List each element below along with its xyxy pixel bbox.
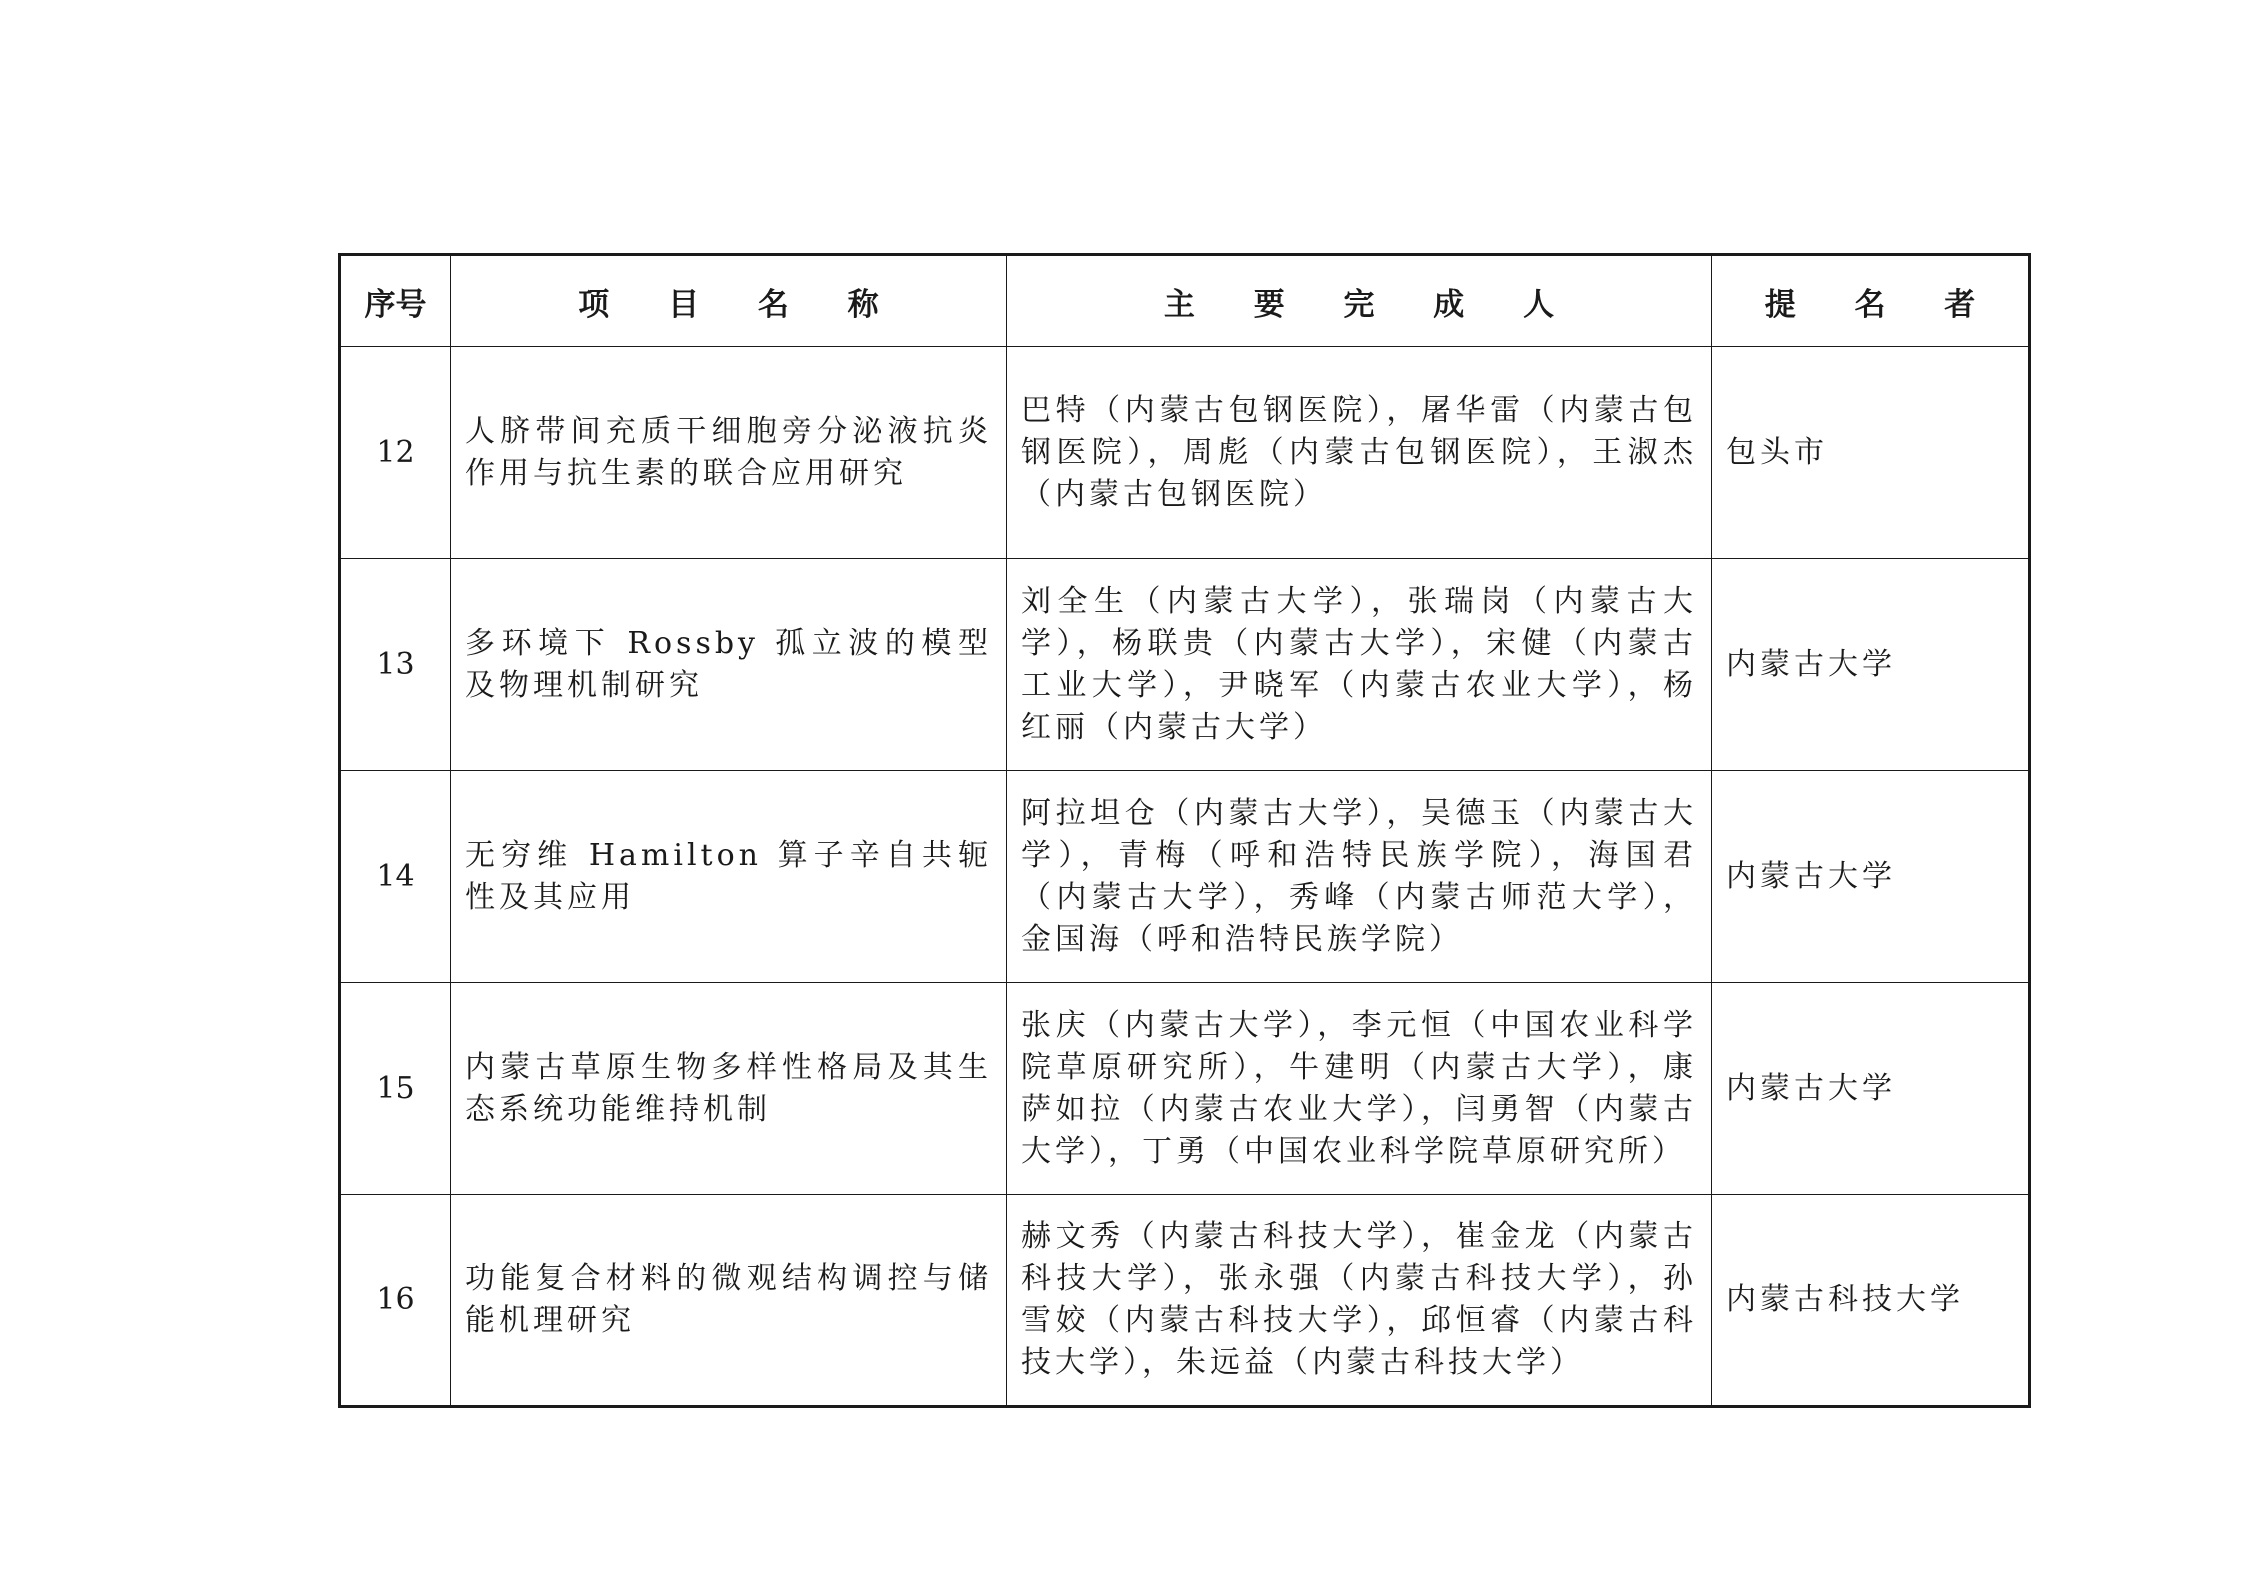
- cell-nominator: 内蒙古大学: [1712, 771, 2030, 983]
- cell-project: 功能复合材料的微观结构调控与储能机理研究: [451, 1195, 1007, 1407]
- header-project: 项 目 名 称: [451, 255, 1007, 347]
- table-row: [340, 1195, 2030, 1407]
- cell-completers: 赫文秀（内蒙古科技大学），崔金龙（内蒙古科技大学），张永强（内蒙古科技大学），孙雪姣（内蒙古科技大学），邱恒睿（内蒙古科技大学），朱远益（内蒙古科技大学）: [1007, 1195, 1712, 1407]
- table-row: [340, 347, 2030, 559]
- cell-project: 内蒙古草原生物多样性格局及其生态系统功能维持机制: [451, 983, 1007, 1195]
- cell-seq: 16: [340, 1195, 451, 1407]
- cell-project: 无穷维 Hamilton 算子辛自共轭性及其应用: [451, 771, 1007, 983]
- cell-nominator: 内蒙古科技大学: [1712, 1195, 2030, 1407]
- cell-completers: 巴特（内蒙古包钢医院），屠华雷（内蒙古包钢医院），周彪（内蒙古包钢医院），王淑杰（内蒙古包钢医院）: [1007, 347, 1712, 559]
- table-row: [340, 559, 2030, 771]
- cell-nominator: 内蒙古大学: [1712, 559, 2030, 771]
- cell-completers: 张庆（内蒙古大学），李元恒（中国农业科学院草原研究所），牛建明（内蒙古大学），康萨如拉（内蒙古农业大学），闫勇智（内蒙古大学），丁勇（中国农业科学院草原研究所）: [1007, 983, 1712, 1195]
- cell-project: 多环境下 Rossby 孤立波的模型及物理机制研究: [451, 559, 1007, 771]
- header-completers: 主 要 完 成 人: [1007, 255, 1712, 347]
- cell-seq: 14: [340, 771, 451, 983]
- table-header-row: [340, 255, 2030, 347]
- cell-nominator: 包头市: [1712, 347, 2030, 559]
- cell-completers: 阿拉坦仓（内蒙古大学），吴德玉（内蒙古大学），青梅（呼和浩特民族学院），海国君（内蒙古大学），秀峰（内蒙古师范大学），金国海（呼和浩特民族学院）: [1007, 771, 1712, 983]
- header-seq: 序号: [340, 255, 451, 347]
- table-row: [340, 983, 2030, 1195]
- cell-completers: 刘全生（内蒙古大学），张瑞岗（内蒙古大学），杨联贵（内蒙古大学），宋健（内蒙古工业大学），尹晓军（内蒙古农业大学），杨红丽（内蒙古大学）: [1007, 559, 1712, 771]
- cell-nominator: 内蒙古大学: [1712, 983, 2030, 1195]
- award-table: [338, 253, 2031, 1408]
- cell-seq: 12: [340, 347, 451, 559]
- cell-project: 人脐带间充质干细胞旁分泌液抗炎作用与抗生素的联合应用研究: [451, 347, 1007, 559]
- cell-seq: 15: [340, 983, 451, 1195]
- header-nominator: 提 名 者: [1712, 255, 2030, 347]
- cell-seq: 13: [340, 559, 451, 771]
- table-row: [340, 771, 2030, 983]
